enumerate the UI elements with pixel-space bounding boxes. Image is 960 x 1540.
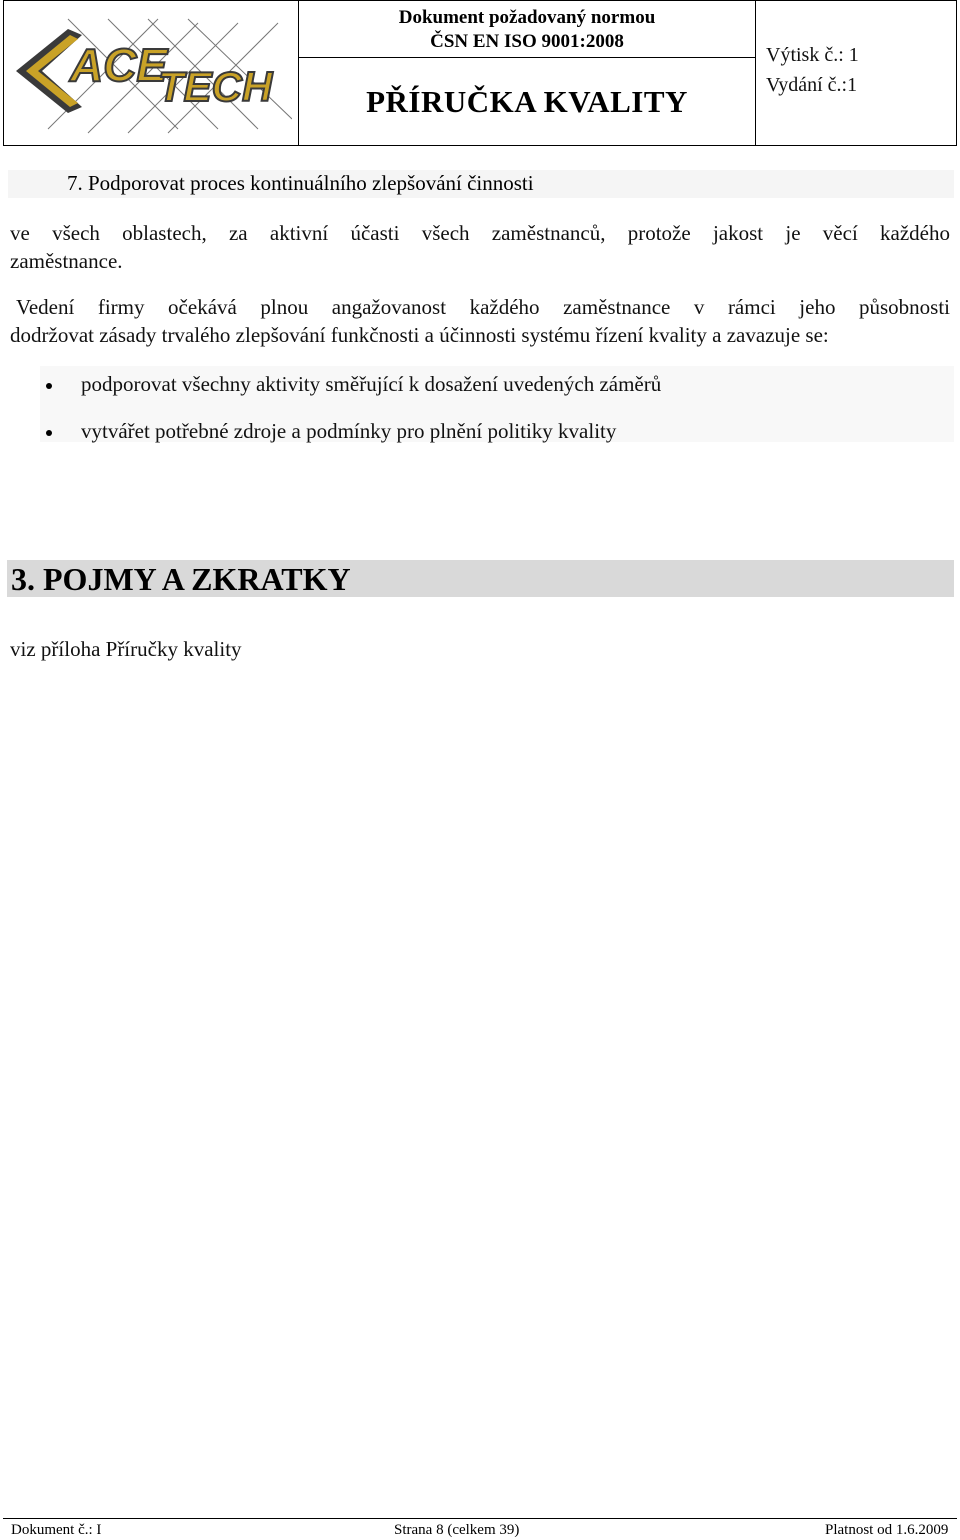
copy-number: Výtisk č.: 1 <box>766 44 859 66</box>
standard-title <box>299 1 755 58</box>
commitment-list <box>40 366 954 442</box>
list-item <box>40 417 954 445</box>
standard-title-line1: Dokument požadovaný normou <box>398 7 656 28</box>
list-item-text: podporovat všechny aktivity směřující k dosažení uvedených záměrů <box>81 372 662 396</box>
bullet-icon <box>46 430 52 436</box>
document-footer <box>3 1518 957 1540</box>
point-7-heading: 7. Podporovat proces kontinuálního zlepšování činnosti <box>67 171 534 195</box>
section-3-text: viz příloha Příručky kvality <box>10 637 242 661</box>
svg-text:ACE: ACE <box>70 39 168 91</box>
paragraph-2-line-1: Vedení firmy očekává plnou angažovanost každého zaměstnance v rámci jeho působnosti <box>16 295 950 319</box>
point-7-heading-bar <box>8 170 954 198</box>
document-header <box>3 0 957 146</box>
paragraph-1-line-2: zaměstnance. <box>10 249 123 273</box>
bullet-icon <box>46 383 52 389</box>
issue-info <box>755 1 957 145</box>
edition-number: Vydání č.:1 <box>766 74 858 96</box>
acetech-logo <box>8 9 292 135</box>
list-item <box>40 370 954 398</box>
list-item-text: vytvářet potřebné zdroje a podmínky pro plnění politiky kvality <box>81 419 617 443</box>
footer-doc-number: Dokument č.: I <box>11 1522 102 1538</box>
paragraph-2-line-2: dodržovat zásady trvalého zlepšování funkčnosti a účinnosti systému řízení kvality a zavazuje se: <box>10 323 829 347</box>
section-3-heading-bar <box>7 560 954 597</box>
logo-cell <box>4 1 299 145</box>
footer-page-number: Strana 8 (celkem 39) <box>394 1522 520 1538</box>
footer-valid-from: Platnost od 1.6.2009 <box>825 1522 949 1538</box>
manual-title: PŘÍRUČKA KVALITY <box>366 84 688 119</box>
svg-text:TECH: TECH <box>158 63 273 110</box>
standard-title-line2: ČSN EN ISO 9001:2008 <box>430 31 624 52</box>
section-3-heading: 3. POJMY A ZKRATKY <box>11 561 351 597</box>
paragraph-1-line-1: ve všech oblastech, za aktivní účasti všech zaměstnanců, protože jakost je věcí každého <box>10 221 950 245</box>
